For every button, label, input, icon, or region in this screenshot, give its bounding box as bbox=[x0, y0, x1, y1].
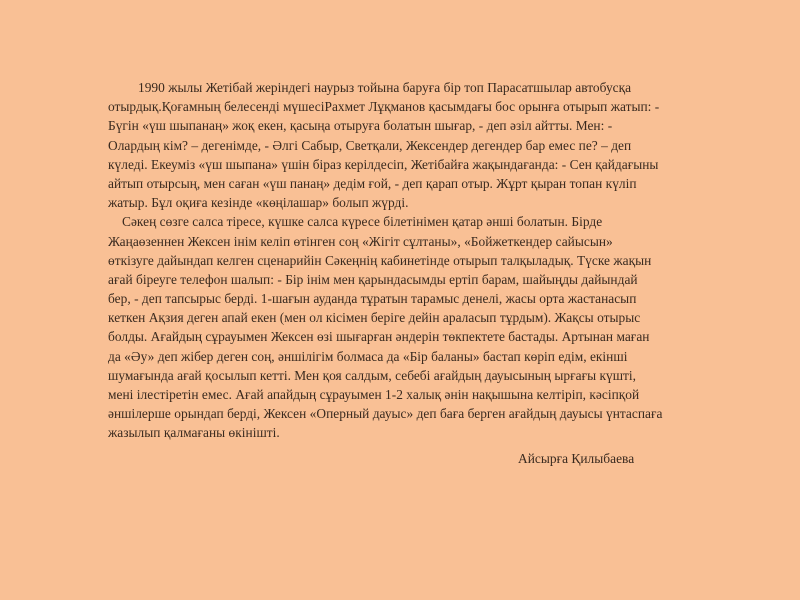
text-line: күледі. Екеуміз «үш шыпана» үшін біраз керілдесіп, Жетібайға жақындағанда: - Сен қайдағыны bbox=[108, 156, 659, 172]
text-line: кеткен Ақзия деген апай екен (мен ол кісімен беріге дейін араласып тұрдым). Жақсы отырыс bbox=[108, 310, 641, 326]
text-line: Жаңаөзеннен Жексен інім келіп өтінген соң «Жігіт сұлтаны», «Бойжеткендер сайысын» bbox=[108, 233, 613, 249]
text-line: 1990 жылы Жетібай жеріндегі наурыз тойына баруға бір топ Парасатшылар автобусқа bbox=[138, 80, 632, 95]
document-text bbox=[108, 78, 758, 468]
text-line: Олардың кім? – дегенімде, - Әлгі Сабыр, Светқали, Жексендер дегендер бар емес пе? – деп bbox=[108, 137, 632, 153]
text-line: мені ілестіретін емес. Ағай апайдың сұрауымен 1-2 халық әнін нақышына келтіріп, кәсіпқой bbox=[108, 387, 640, 402]
text-line: Сәкең сөзге салса тіресе, күшке салса күресе білетінімен қатар әнші болатын. Бірде bbox=[122, 214, 603, 230]
paragraph-2 bbox=[108, 212, 758, 442]
text-line: Бүгін «үш шыпанаң» жоқ екен, қасыңа отыруға болатын шығар, - деп әзіл айтты. Мен: - bbox=[108, 118, 613, 134]
text-line: ағай біреуге телефон шалып: - Бір інім мен қарындасымды ертіп барам, шайыңды дайындай bbox=[108, 271, 638, 287]
text-line: айтып отырсың, мен саған «үш панаң» дедім ғой, - деп қарап отыр. Жұрт қыран топан күліп bbox=[108, 175, 637, 191]
text-line: бер, - деп тапсырыс берді. 1-шағын ауданда тұратын тарамыс денелі, жасы орта жастанасып bbox=[108, 291, 637, 307]
text-line: жазылып қалмағаны өкінішті. bbox=[108, 425, 280, 441]
text-line: болды. Ағайдың сұрауымен Жексен өзі шығарған әндерін төкпектете бастады. Артынан маған bbox=[108, 329, 650, 345]
text-line: да «Әу» деп жібер деген соң, әншілігім болмаса да «Бір баланы» бастап көріп едім, екінші bbox=[108, 348, 628, 364]
text-line: әншілерше орындап берді, Жексен «Оперный дауыс» деп баға берген ағайдың дауысы үнтаспаға bbox=[108, 406, 663, 422]
text-line: өткізуге дайындап келген сценарийін Сәкеңнің кабинетінде отырып талқыладық. Түске жақын bbox=[108, 252, 652, 268]
text-line: шумағында ағай қосылып кетті. Мен қоя салдым, себебі ағайдың дауысының ырғағы күшті, bbox=[108, 367, 637, 383]
text-line: жатыр. Бұл оқиға кезінде «көңілашар» болып жүрді. bbox=[108, 195, 409, 211]
author-signature: Айсырға Қилыбаева bbox=[518, 450, 635, 466]
paragraph-1 bbox=[108, 78, 758, 212]
text-line: отырдық.Қоғамның белесенді мүшесіРахмет Лұқманов қасымдағы бос орынға отырып жатып: - bbox=[108, 99, 660, 115]
